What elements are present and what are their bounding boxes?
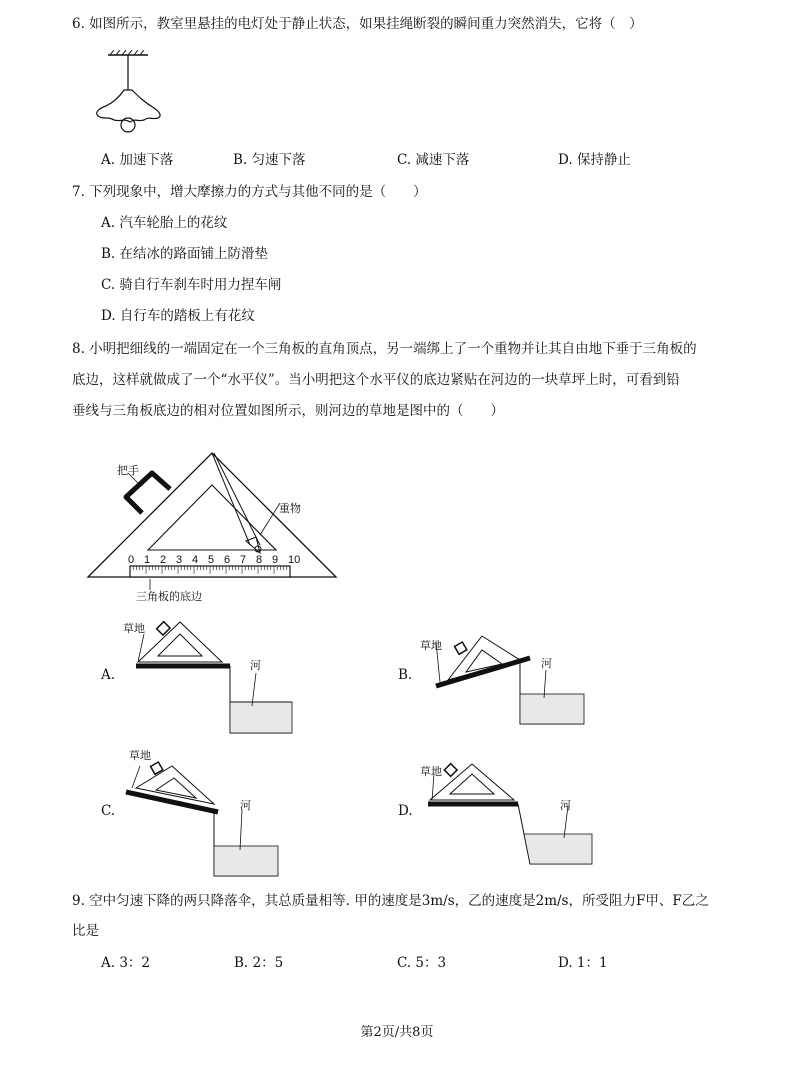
q8-option-a-figure [122,618,302,738]
q8-option-c-label: C. [101,803,116,819]
q8-option-d-figure [420,760,600,870]
q9-option-c: C. 5：3 [397,955,447,971]
q7-option-d: D. 自行车的踏板上有花纹 [101,308,255,324]
q8-stem-line1: 8. 小明把细线的一端固定在一个三角板的直角顶点，另一端绑上了一个重物并让其自由地下垂于三角板的 [72,341,697,357]
ruler-number: 4 [192,554,199,566]
q8-d-river-label: 河 [560,800,571,812]
ruler-number: 0 [128,554,135,566]
weight-label: 重物 [279,503,301,515]
q7-option-c: C. 骑自行车刹车时用力捏车闸 [101,277,282,293]
q9-stem-line1: 9. 空中匀速下降的两只降落伞，其总质量相等. 甲的速度是3m/s，乙的速度是2m/s，所受阻力F甲、F乙之 [72,893,709,909]
q6-stem: 6. 如图所示，教室里悬挂的电灯处于静止状态，如果挂绳断裂的瞬间重力突然消失，它将（ ） [72,16,643,32]
q8-option-c-figure [122,760,292,880]
handle-label: 把手 [117,465,139,477]
q8-option-b-figure [420,630,590,730]
q8-stem-line2: 底边，这样就做成了一个“水平仪”。当小明把这个水平仪的底边紧贴在河边的一块草坪上时，可看到铅 [72,372,680,388]
ruler-number: 2 [160,554,167,566]
q8-stem-line3: 垂线与三角板底边的相对位置如图所示，则河边的草地是图中的（ ） [72,403,504,419]
ruler-number: 8 [256,554,263,566]
q9-stem-line2: 比是 [72,923,99,939]
ruler-number: 7 [240,554,247,566]
q6-option-a: A. 加速下落 [101,152,174,168]
q7-option-a: A. 汽车轮胎上的花纹 [101,215,228,231]
q6-option-c: C. 减速下落 [397,152,470,168]
ruler-number: 6 [224,554,231,566]
q8-option-b-label: B. [398,667,413,683]
q6-option-b: B. 匀速下落 [233,152,306,168]
q8-option-d-label: D. [398,803,413,819]
base-label: 三角板的底边 [136,591,202,603]
ruler-number: 5 [208,554,215,566]
ruler-number: 1 [144,554,151,566]
ruler-number: 3 [176,554,183,566]
q7-stem: 7. 下列现象中，增大摩擦力的方式与其他不同的是（ ） [72,184,427,200]
q8-b-river-label: 河 [541,658,552,670]
q8-option-a-label: A. [101,667,116,683]
hanging-lamp-figure [90,50,170,140]
q8-b-grass-label: 草地 [420,640,442,652]
q9-option-b: B. 2：5 [234,955,284,971]
q6-option-d: D. 保持静止 [558,152,631,168]
q8-c-river-label: 河 [240,800,251,812]
q8-c-grass-label: 草地 [129,750,151,762]
q8-a-river-label: 河 [250,660,261,672]
q8-a-grass-label: 草地 [123,623,145,635]
q8-d-grass-label: 草地 [420,766,442,778]
ruler-number: 10 [288,554,301,566]
page-footer: 第2页/共8页 [360,1025,434,1040]
q7-option-b: B. 在结冰的路面铺上防滑垫 [101,246,269,262]
ruler-number: 9 [272,554,279,566]
q9-option-a: A. 3：2 [101,955,151,971]
q9-option-d: D. 1：1 [558,955,608,971]
